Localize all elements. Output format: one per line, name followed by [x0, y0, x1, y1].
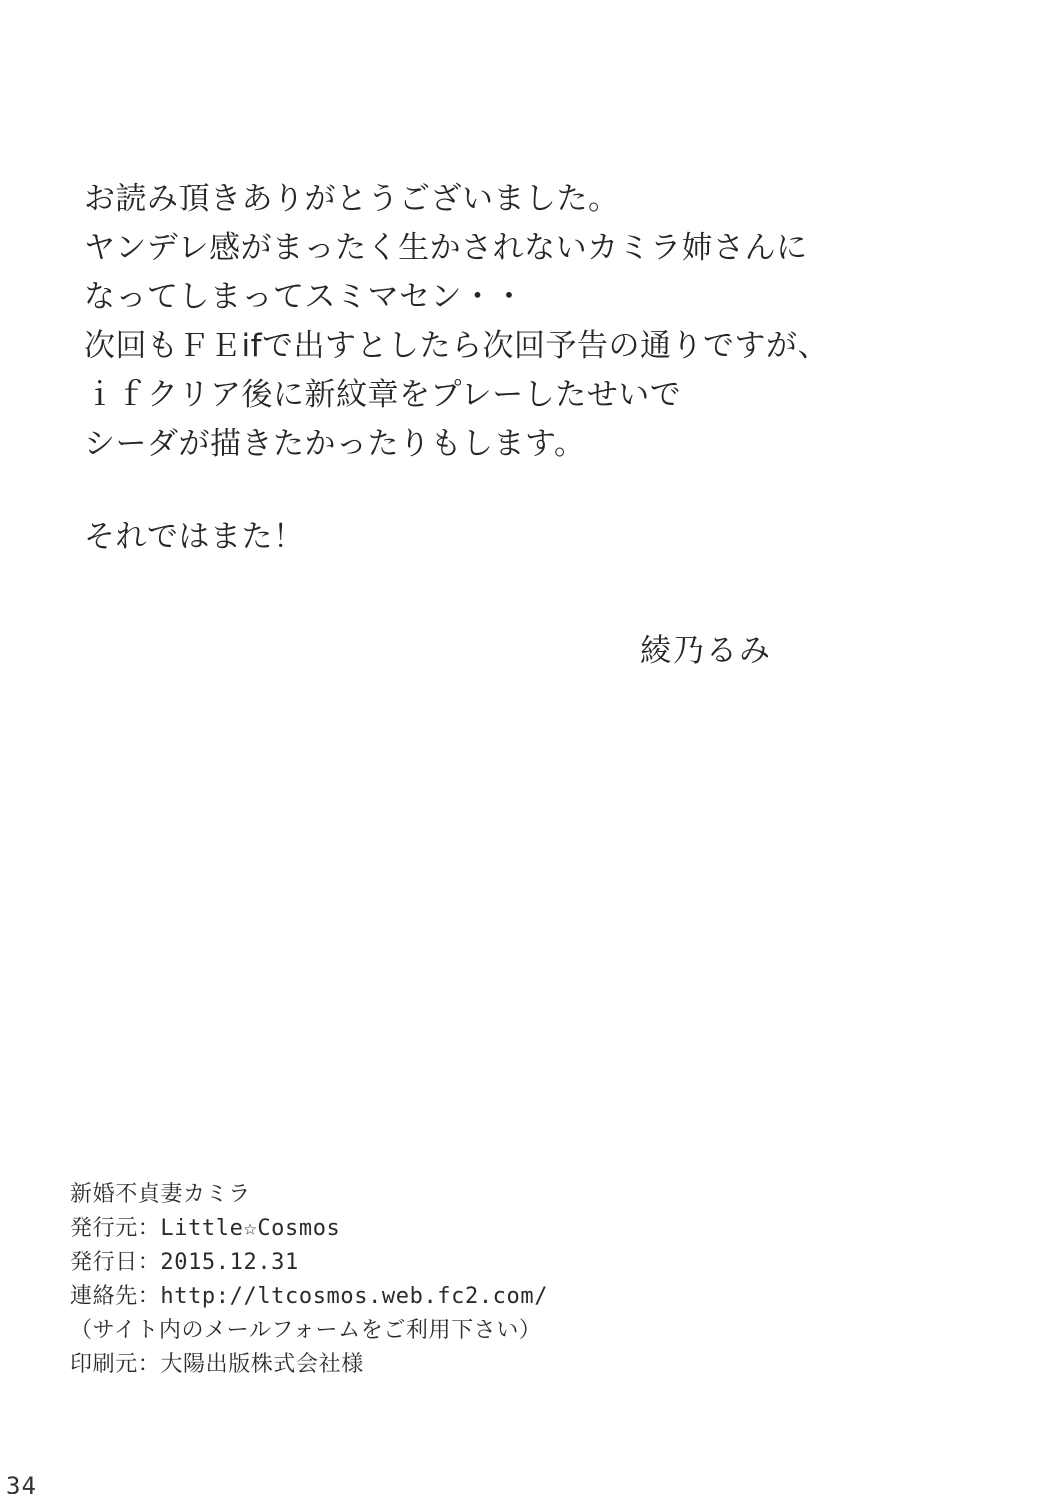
author-signature: 綾乃るみ: [640, 633, 772, 669]
afterword-line: ヤンデレ感がまったく生かされないカミラ姉さんに: [84, 230, 808, 266]
colophon-publisher: 発行元：Little☆Cosmos: [70, 1216, 341, 1241]
colophon-printer: 印刷元：大陽出版株式会社様: [70, 1352, 364, 1377]
afterword-line: お読み頂きありがとうございました。: [84, 181, 620, 217]
afterword-block: [84, 175, 964, 562]
afterword-closing: それではまた！: [84, 519, 305, 555]
colophon-date: 発行日：2015.12.31: [70, 1250, 299, 1275]
colophon-block: [70, 1178, 870, 1382]
afterword-line: ｉｆクリア後に新紋章をプレーしたせいで: [84, 377, 682, 413]
colophon-contact: 連絡先：http://ltcosmos.web.fc2.com/: [70, 1284, 549, 1309]
colophon-note: （サイト内のメールフォームをご利用下さい）: [70, 1318, 542, 1343]
afterword-spacer: [84, 469, 964, 513]
afterword-line: 次回もＦＥifで出すとしたら次回予告の通りですが、: [84, 328, 830, 364]
afterword-line: なってしまってスミマセン・・: [84, 279, 525, 315]
page-number: 34: [6, 1472, 37, 1494]
afterword-line: シーダが描きたかったりもします。: [84, 426, 586, 462]
colophon-title: 新婚不貞妻カミラ: [70, 1182, 251, 1207]
